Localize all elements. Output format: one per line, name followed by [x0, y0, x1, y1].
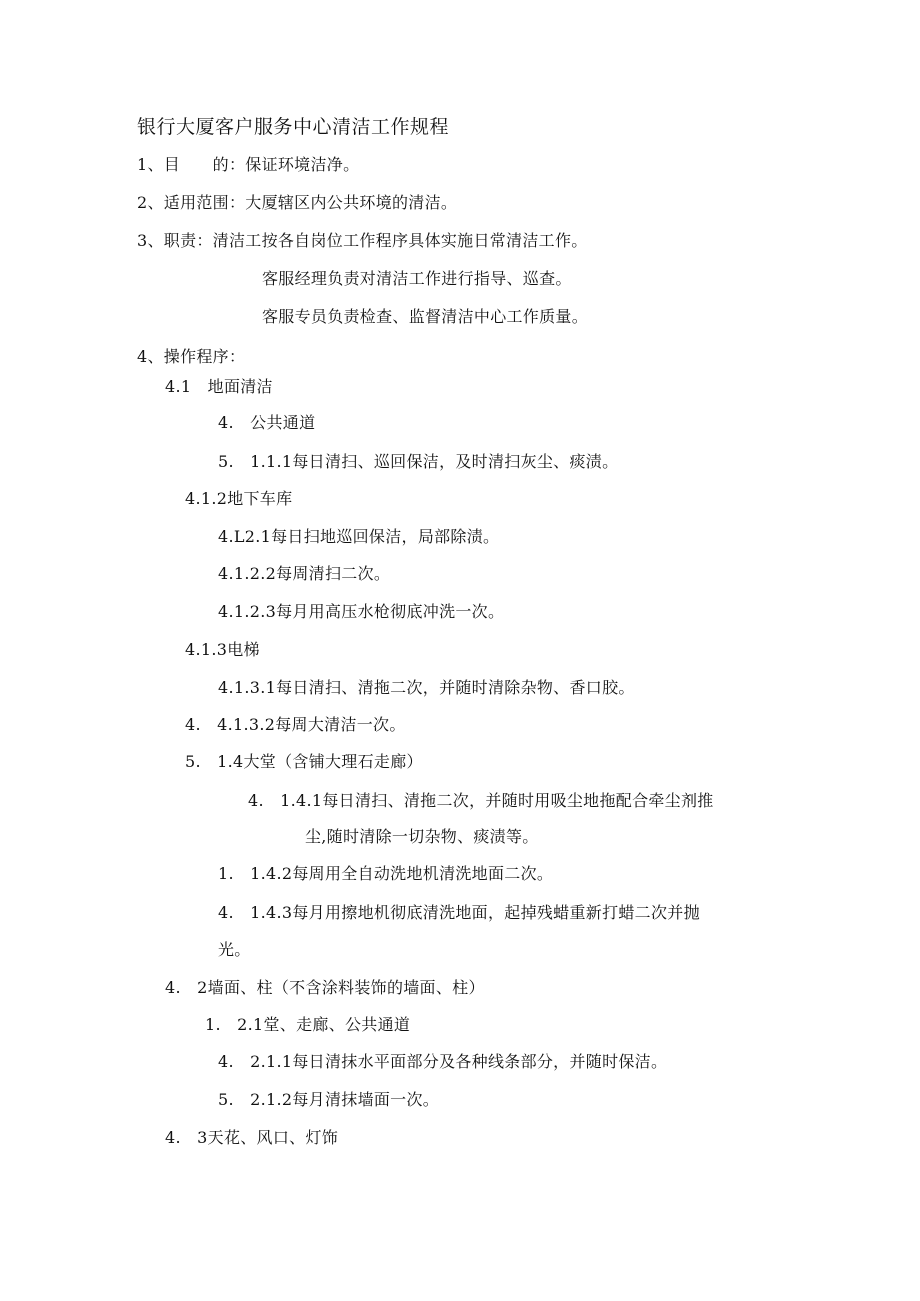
text-line: 4. 1.4.3每月用擦地机彻底清洗地面，起掉残蜡重新打蜡二次并抛: [218, 903, 700, 922]
text-line: 4. 2.1.1每日清抹水平面部分及各种线条部分，并随时保洁。: [218, 1052, 668, 1071]
text-line: 4.1.3.1每日清扫、清拖二次，并随时清除杂物、香口胶。: [218, 678, 635, 697]
text-line: 1、目 的：保证环境洁净。: [137, 155, 360, 174]
text-line: 3、职责：清洁工按各自岗位工作程序具体实施日常清洁工作。: [137, 231, 588, 250]
section-heading: 4. 3天花、风口、灯饰: [165, 1128, 339, 1147]
text-line: 2、适用范围：大厦辖区内公共环境的清洁。: [137, 193, 458, 212]
text-line: 客服经理负责对清洁工作进行指导、巡查。: [262, 269, 572, 288]
section-heading: 4.1.3电梯: [185, 640, 260, 659]
text-line: 4. 4.1.3.2每周大清洁一次。: [185, 715, 406, 734]
text-line: 光。: [218, 940, 251, 959]
section-heading: 4、操作程序：: [137, 347, 246, 366]
section-heading: 4.1 地面清洁: [165, 377, 273, 396]
text-line: 4. 1.4.1每日清扫、清拖二次，并随时用吸尘地拖配合牵尘剂推: [248, 791, 714, 810]
section-heading: 1. 2.1堂、走廊、公共通道: [205, 1015, 411, 1034]
text-line: 4.L2.1每日扫地巡回保洁，局部除渍。: [218, 527, 500, 546]
section-heading: 4.1.2地下车库: [185, 489, 293, 508]
text-line: 4.1.2.2每周清扫二次。: [218, 564, 391, 583]
text-line: 尘,随时清除一切杂物、痰渍等。: [305, 827, 539, 846]
section-heading: 5. 1.4大堂（含铺大理石走廊）: [185, 752, 423, 771]
text-line: 4.1.2.3每月用高压水枪彻底冲洗一次。: [218, 602, 505, 621]
text-line: 5. 1.1.1每日清扫、巡回保洁，及时清扫灰尘、痰渍。: [218, 452, 619, 471]
section-heading: 4. 2墙面、柱（不含涂料装饰的墙面、柱）: [165, 978, 485, 997]
text-line: 1. 1.4.2每周用全自动洗地机清洗地面二次。: [218, 864, 554, 883]
text-line: 5. 2.1.2每月清抹墙面一次。: [218, 1090, 440, 1109]
document-title: 银行大厦客户服务中心清洁工作规程: [137, 116, 450, 138]
text-line: 客服专员负责检查、监督清洁中心工作质量。: [262, 307, 589, 326]
text-line: 4. 公共通道: [218, 413, 316, 432]
